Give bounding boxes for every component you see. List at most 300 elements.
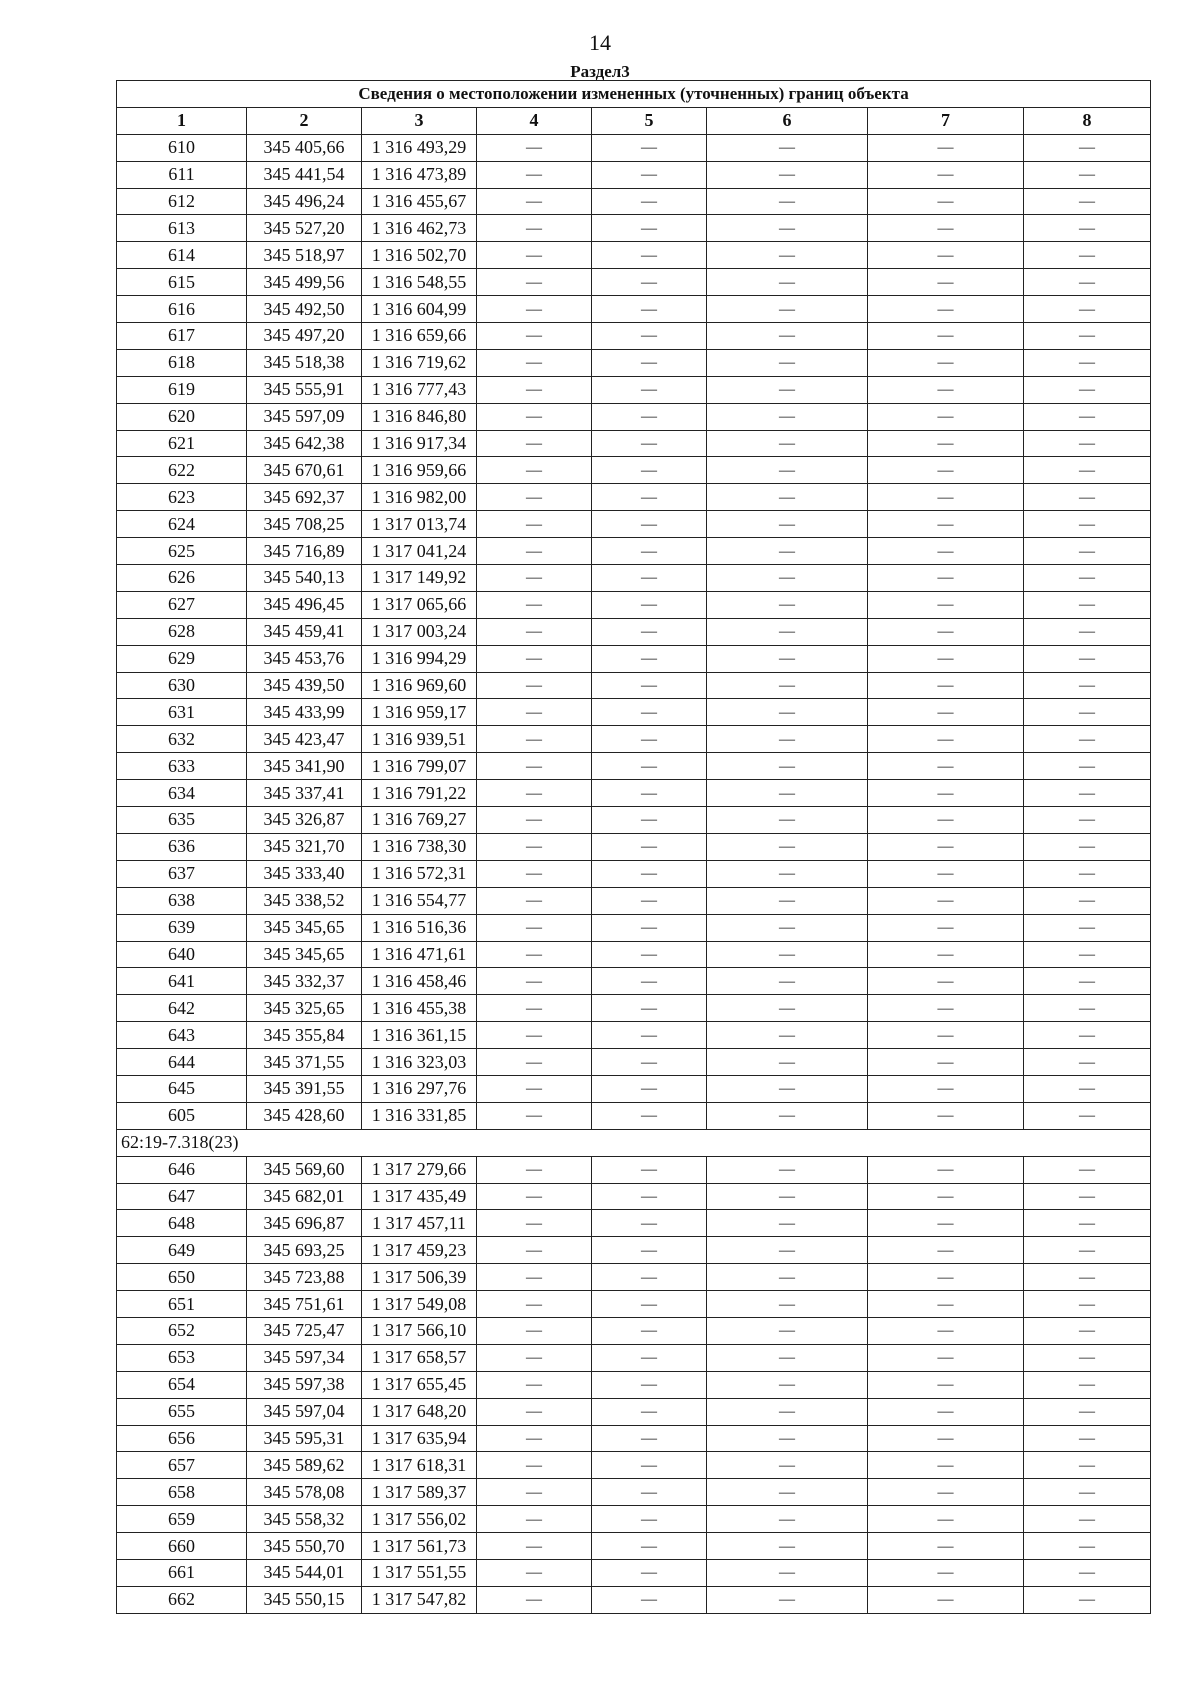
empty-value-dash: — [707,726,868,753]
empty-value-dash: — [707,780,868,807]
y-coordinate-cell: 1 316 502,70 [362,242,477,269]
empty-value-dash: — [868,323,1024,350]
point-number-cell: 645 [117,1075,247,1102]
table-row [117,403,1151,430]
empty-value-dash: — [592,1317,707,1344]
empty-value-dash: — [477,591,592,618]
empty-value-dash: — [868,538,1024,565]
empty-value-dash: — [477,457,592,484]
point-number-cell: 659 [117,1506,247,1533]
point-number-cell: 629 [117,645,247,672]
x-coordinate-cell: 345 725,47 [247,1317,362,1344]
empty-value-dash: — [1024,618,1151,645]
x-coordinate-cell: 345 544,01 [247,1559,362,1586]
x-coordinate-cell: 345 558,32 [247,1506,362,1533]
y-coordinate-cell: 1 317 041,24 [362,538,477,565]
empty-value-dash: — [868,134,1024,161]
empty-value-dash: — [868,1533,1024,1560]
empty-value-dash: — [1024,833,1151,860]
y-coordinate-cell: 1 316 516,36 [362,914,477,941]
y-coordinate-cell: 1 316 738,30 [362,833,477,860]
x-coordinate-cell: 345 332,37 [247,968,362,995]
empty-value-dash: — [592,618,707,645]
empty-value-dash: — [592,403,707,430]
point-number-cell: 624 [117,511,247,538]
empty-value-dash: — [592,1506,707,1533]
empty-value-dash: — [592,242,707,269]
empty-value-dash: — [1024,161,1151,188]
empty-value-dash: — [707,1291,868,1318]
table-row [117,215,1151,242]
empty-value-dash: — [477,296,592,323]
y-coordinate-cell: 1 317 556,02 [362,1506,477,1533]
y-coordinate-cell: 1 317 003,24 [362,618,477,645]
empty-value-dash: — [592,699,707,726]
table-row [117,1344,1151,1371]
empty-value-dash: — [1024,323,1151,350]
empty-value-dash: — [477,1237,592,1264]
empty-value-dash: — [707,323,868,350]
x-coordinate-cell: 345 341,90 [247,753,362,780]
empty-value-dash: — [592,323,707,350]
empty-value-dash: — [707,1559,868,1586]
empty-value-dash: — [1024,780,1151,807]
x-coordinate-cell: 345 355,84 [247,1022,362,1049]
empty-value-dash: — [868,807,1024,834]
empty-value-dash: — [868,242,1024,269]
empty-value-dash: — [1024,269,1151,296]
x-coordinate-cell: 345 693,25 [247,1237,362,1264]
empty-value-dash: — [707,914,868,941]
table-row [117,726,1151,753]
empty-value-dash: — [868,1559,1024,1586]
empty-value-dash: — [592,269,707,296]
y-coordinate-cell: 1 316 458,46 [362,968,477,995]
empty-value-dash: — [1024,1049,1151,1076]
empty-value-dash: — [1024,1479,1151,1506]
empty-value-dash: — [592,995,707,1022]
empty-value-dash: — [592,134,707,161]
empty-value-dash: — [592,1425,707,1452]
empty-value-dash: — [707,995,868,1022]
empty-value-dash: — [1024,1264,1151,1291]
empty-value-dash: — [868,780,1024,807]
y-coordinate-cell: 1 317 561,73 [362,1533,477,1560]
point-number-cell: 613 [117,215,247,242]
empty-value-dash: — [477,1559,592,1586]
empty-value-dash: — [592,188,707,215]
empty-value-dash: — [1024,1237,1151,1264]
empty-value-dash: — [477,1479,592,1506]
y-coordinate-cell: 1 316 969,60 [362,672,477,699]
column-header: 1 [117,107,247,134]
x-coordinate-cell: 345 496,24 [247,188,362,215]
empty-value-dash: — [707,1049,868,1076]
y-coordinate-cell: 1 317 635,94 [362,1425,477,1452]
point-number-cell: 653 [117,1344,247,1371]
point-number-cell: 642 [117,995,247,1022]
empty-value-dash: — [592,1075,707,1102]
empty-value-dash: — [707,403,868,430]
point-number-cell: 637 [117,860,247,887]
y-coordinate-cell: 1 316 799,07 [362,753,477,780]
empty-value-dash: — [707,1102,868,1129]
empty-value-dash: — [868,188,1024,215]
x-coordinate-cell: 345 371,55 [247,1049,362,1076]
empty-value-dash: — [868,833,1024,860]
empty-value-dash: — [707,672,868,699]
table-row [117,968,1151,995]
x-coordinate-cell: 345 550,15 [247,1586,362,1613]
point-number-cell: 612 [117,188,247,215]
empty-value-dash: — [868,161,1024,188]
table-row [117,887,1151,914]
empty-value-dash: — [592,296,707,323]
table-row [117,1452,1151,1479]
y-coordinate-cell: 1 317 648,20 [362,1398,477,1425]
y-coordinate-cell: 1 316 917,34 [362,430,477,457]
x-coordinate-cell: 345 597,34 [247,1344,362,1371]
empty-value-dash: — [477,860,592,887]
empty-value-dash: — [868,914,1024,941]
empty-value-dash: — [707,1371,868,1398]
empty-value-dash: — [592,1156,707,1183]
y-coordinate-cell: 1 317 618,31 [362,1452,477,1479]
point-number-cell: 632 [117,726,247,753]
empty-value-dash: — [868,349,1024,376]
x-coordinate-cell: 345 597,38 [247,1371,362,1398]
point-number-cell: 643 [117,1022,247,1049]
empty-value-dash: — [707,134,868,161]
empty-value-dash: — [1024,242,1151,269]
empty-value-dash: — [868,565,1024,592]
y-coordinate-cell: 1 316 791,22 [362,780,477,807]
empty-value-dash: — [477,1183,592,1210]
empty-value-dash: — [707,376,868,403]
point-number-cell: 610 [117,134,247,161]
y-coordinate-cell: 1 316 994,29 [362,645,477,672]
empty-value-dash: — [868,1156,1024,1183]
point-number-cell: 619 [117,376,247,403]
section-title: Раздел3 [570,62,630,81]
empty-value-dash: — [592,1398,707,1425]
empty-value-dash: — [1024,565,1151,592]
group-header-row [117,1129,1151,1156]
empty-value-dash: — [707,1183,868,1210]
y-coordinate-cell: 1 317 551,55 [362,1559,477,1586]
table-row [117,941,1151,968]
x-coordinate-cell: 345 716,89 [247,538,362,565]
empty-value-dash: — [592,914,707,941]
empty-value-dash: — [1024,914,1151,941]
column-header: 7 [868,107,1024,134]
empty-value-dash: — [868,645,1024,672]
y-coordinate-cell: 1 316 982,00 [362,484,477,511]
empty-value-dash: — [592,1452,707,1479]
empty-value-dash: — [592,968,707,995]
empty-value-dash: — [477,672,592,699]
empty-value-dash: — [707,753,868,780]
empty-value-dash: — [707,296,868,323]
point-number-cell: 625 [117,538,247,565]
empty-value-dash: — [868,726,1024,753]
empty-value-dash: — [592,565,707,592]
x-coordinate-cell: 345 496,45 [247,591,362,618]
x-coordinate-cell: 345 337,41 [247,780,362,807]
x-coordinate-cell: 345 428,60 [247,1102,362,1129]
point-number-cell: 648 [117,1210,247,1237]
empty-value-dash: — [477,134,592,161]
empty-value-dash: — [477,511,592,538]
point-number-cell: 640 [117,941,247,968]
empty-value-dash: — [868,215,1024,242]
x-coordinate-cell: 345 518,97 [247,242,362,269]
table-row [117,1022,1151,1049]
y-coordinate-cell: 1 316 572,31 [362,860,477,887]
empty-value-dash: — [868,968,1024,995]
table-row [117,1075,1151,1102]
empty-value-dash: — [477,807,592,834]
x-coordinate-cell: 345 642,38 [247,430,362,457]
empty-value-dash: — [868,403,1024,430]
y-coordinate-cell: 1 316 959,66 [362,457,477,484]
x-coordinate-cell: 345 555,91 [247,376,362,403]
empty-value-dash: — [477,1452,592,1479]
empty-value-dash: — [707,215,868,242]
empty-value-dash: — [1024,941,1151,968]
empty-value-dash: — [868,618,1024,645]
empty-value-dash: — [592,726,707,753]
x-coordinate-cell: 345 321,70 [247,833,362,860]
empty-value-dash: — [477,349,592,376]
empty-value-dash: — [707,591,868,618]
empty-value-dash: — [707,565,868,592]
empty-value-dash: — [868,941,1024,968]
point-number-cell: 623 [117,484,247,511]
empty-value-dash: — [707,242,868,269]
point-number-cell: 618 [117,349,247,376]
y-coordinate-cell: 1 316 719,62 [362,349,477,376]
empty-value-dash: — [868,672,1024,699]
empty-value-dash: — [707,1533,868,1560]
empty-value-dash: — [592,591,707,618]
empty-value-dash: — [477,1264,592,1291]
empty-value-dash: — [477,376,592,403]
point-number-cell: 633 [117,753,247,780]
empty-value-dash: — [868,1291,1024,1318]
y-coordinate-cell: 1 316 939,51 [362,726,477,753]
table-row [117,914,1151,941]
x-coordinate-cell: 345 696,87 [247,1210,362,1237]
y-coordinate-cell: 1 316 471,61 [362,941,477,968]
table-row [117,699,1151,726]
group-label: 62:19-7.318(23) [117,1129,1151,1156]
point-number-cell: 639 [117,914,247,941]
empty-value-dash: — [1024,134,1151,161]
table-row [117,1398,1151,1425]
empty-value-dash: — [707,860,868,887]
point-number-cell: 651 [117,1291,247,1318]
column-header-row [117,107,1151,134]
table-row [117,323,1151,350]
table-row [117,484,1151,511]
table-row [117,645,1151,672]
point-number-cell: 634 [117,780,247,807]
empty-value-dash: — [592,1586,707,1613]
point-number-cell: 626 [117,565,247,592]
empty-value-dash: — [868,995,1024,1022]
y-coordinate-cell: 1 316 361,15 [362,1022,477,1049]
table-row [117,1264,1151,1291]
y-coordinate-cell: 1 317 658,57 [362,1344,477,1371]
table-row [117,1049,1151,1076]
empty-value-dash: — [592,1102,707,1129]
empty-value-dash: — [477,1533,592,1560]
point-number-cell: 647 [117,1183,247,1210]
x-coordinate-cell: 345 391,55 [247,1075,362,1102]
empty-value-dash: — [1024,1559,1151,1586]
empty-value-dash: — [1024,1022,1151,1049]
y-coordinate-cell: 1 317 459,23 [362,1237,477,1264]
y-coordinate-cell: 1 317 547,82 [362,1586,477,1613]
empty-value-dash: — [592,1183,707,1210]
table-row [117,349,1151,376]
y-coordinate-cell: 1 316 659,66 [362,323,477,350]
point-number-cell: 641 [117,968,247,995]
table-row [117,672,1151,699]
x-coordinate-cell: 345 518,38 [247,349,362,376]
empty-value-dash: — [707,484,868,511]
y-coordinate-cell: 1 317 435,49 [362,1183,477,1210]
table-row [117,1425,1151,1452]
empty-value-dash: — [477,1371,592,1398]
point-number-cell: 656 [117,1425,247,1452]
empty-value-dash: — [592,1237,707,1264]
empty-value-dash: — [868,376,1024,403]
page-number: 14 [589,30,611,55]
empty-value-dash: — [1024,403,1151,430]
x-coordinate-cell: 345 405,66 [247,134,362,161]
empty-value-dash: — [1024,1398,1151,1425]
x-coordinate-cell: 345 333,40 [247,860,362,887]
table-row [117,1479,1151,1506]
empty-value-dash: — [1024,807,1151,834]
empty-value-dash: — [1024,457,1151,484]
empty-value-dash: — [707,941,868,968]
empty-value-dash: — [592,860,707,887]
table-row [117,833,1151,860]
empty-value-dash: — [592,1291,707,1318]
point-number-cell: 627 [117,591,247,618]
empty-value-dash: — [1024,538,1151,565]
empty-value-dash: — [1024,699,1151,726]
empty-value-dash: — [1024,1506,1151,1533]
empty-value-dash: — [868,887,1024,914]
point-number-cell: 631 [117,699,247,726]
empty-value-dash: — [1024,753,1151,780]
empty-value-dash: — [707,1210,868,1237]
empty-value-dash: — [1024,1344,1151,1371]
coordinates-table [116,80,1151,1614]
empty-value-dash: — [477,565,592,592]
column-header: 2 [247,107,362,134]
empty-value-dash: — [868,1425,1024,1452]
empty-value-dash: — [477,403,592,430]
empty-value-dash: — [592,941,707,968]
empty-value-dash: — [707,1586,868,1613]
y-coordinate-cell: 1 317 655,45 [362,1371,477,1398]
point-number-cell: 646 [117,1156,247,1183]
empty-value-dash: — [477,753,592,780]
empty-value-dash: — [1024,376,1151,403]
empty-value-dash: — [477,618,592,645]
empty-value-dash: — [707,618,868,645]
y-coordinate-cell: 1 316 769,27 [362,807,477,834]
table-row [117,511,1151,538]
x-coordinate-cell: 345 345,65 [247,914,362,941]
table-row [117,457,1151,484]
empty-value-dash: — [707,833,868,860]
y-coordinate-cell: 1 317 279,66 [362,1156,477,1183]
empty-value-dash: — [868,1022,1024,1049]
empty-value-dash: — [868,699,1024,726]
point-number-cell: 658 [117,1479,247,1506]
empty-value-dash: — [477,1102,592,1129]
table-row [117,296,1151,323]
table-row [117,242,1151,269]
empty-value-dash: — [868,1183,1024,1210]
y-coordinate-cell: 1 316 455,67 [362,188,477,215]
y-coordinate-cell: 1 316 323,03 [362,1049,477,1076]
table-row [117,995,1151,1022]
empty-value-dash: — [1024,511,1151,538]
point-number-cell: 611 [117,161,247,188]
empty-value-dash: — [477,645,592,672]
y-coordinate-cell: 1 317 506,39 [362,1264,477,1291]
x-coordinate-cell: 345 540,13 [247,565,362,592]
x-coordinate-cell: 345 326,87 [247,807,362,834]
table-row [117,860,1151,887]
y-coordinate-cell: 1 317 549,08 [362,1291,477,1318]
empty-value-dash: — [1024,1371,1151,1398]
empty-value-dash: — [592,1559,707,1586]
empty-value-dash: — [707,1398,868,1425]
point-number-cell: 636 [117,833,247,860]
point-number-cell: 655 [117,1398,247,1425]
y-coordinate-cell: 1 316 777,43 [362,376,477,403]
empty-value-dash: — [868,1586,1024,1613]
y-coordinate-cell: 1 316 455,38 [362,995,477,1022]
table-caption: Сведения о местоположении измененных (уточненных) границ объекта [117,81,1151,108]
column-header: 6 [707,107,868,134]
point-number-cell: 620 [117,403,247,430]
empty-value-dash: — [477,161,592,188]
empty-value-dash: — [707,511,868,538]
empty-value-dash: — [592,672,707,699]
table-body [117,134,1151,1613]
empty-value-dash: — [592,349,707,376]
table-row [117,1291,1151,1318]
empty-value-dash: — [477,1291,592,1318]
x-coordinate-cell: 345 492,50 [247,296,362,323]
empty-value-dash: — [707,968,868,995]
empty-value-dash: — [1024,484,1151,511]
empty-value-dash: — [1024,995,1151,1022]
x-coordinate-cell: 345 569,60 [247,1156,362,1183]
table-row [117,430,1151,457]
empty-value-dash: — [868,457,1024,484]
empty-value-dash: — [592,1371,707,1398]
